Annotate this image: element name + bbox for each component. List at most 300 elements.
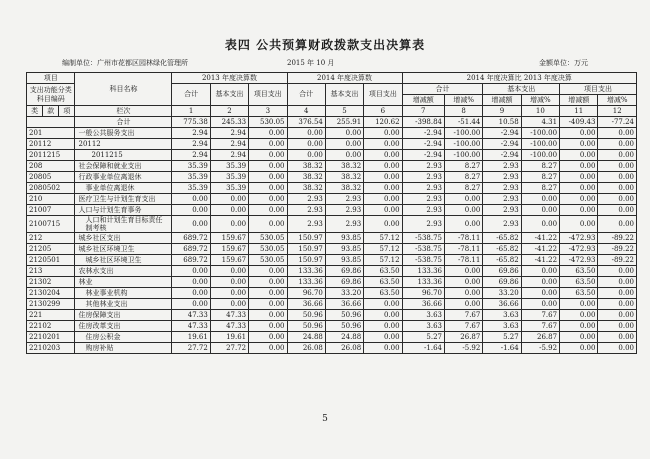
row-value: 2.93 xyxy=(483,194,521,205)
row-value: 0.00 xyxy=(598,205,637,216)
row-value: 0.00 xyxy=(364,161,402,172)
row-value: 2.93 xyxy=(402,161,444,172)
row-value: 8.27 xyxy=(444,161,482,172)
row-value: 0.00 xyxy=(210,216,248,233)
table-row xyxy=(27,255,637,266)
row-value: 0.00 xyxy=(287,139,325,150)
row-value: 120.62 xyxy=(364,117,402,128)
row-value: -5.92 xyxy=(444,343,482,354)
row-value: 2.93 xyxy=(325,205,363,216)
row-code: 20805 xyxy=(27,172,75,183)
row-value: 8.27 xyxy=(444,183,482,194)
row-value: 0.00 xyxy=(444,299,482,310)
row-value: 0.00 xyxy=(598,194,637,205)
row-value: 0.00 xyxy=(249,216,287,233)
row-value: 2.94 xyxy=(210,139,248,150)
row-name: 人口和计划生育目标责任制考核 xyxy=(75,216,172,233)
row-value: 57.12 xyxy=(364,233,402,244)
row-value: -472.93 xyxy=(560,244,598,255)
row-value: 2.94 xyxy=(172,139,210,150)
header-cmp-project: 项目支出 xyxy=(560,84,637,95)
row-value: 96.70 xyxy=(287,288,325,299)
header-inc-pct: 增减% xyxy=(444,95,482,106)
row-value: 0.00 xyxy=(560,216,598,233)
row-value: 0.00 xyxy=(249,183,287,194)
row-value: 0.00 xyxy=(444,266,482,277)
row-value: 0.00 xyxy=(172,288,210,299)
row-value: 0.00 xyxy=(172,299,210,310)
row-value: 96.70 xyxy=(402,288,444,299)
row-value: 0.00 xyxy=(598,172,637,183)
row-value: 0.00 xyxy=(210,266,248,277)
money-unit: 金额单位：万元 xyxy=(539,59,588,67)
row-value: 36.66 xyxy=(287,299,325,310)
row-value: 530.05 xyxy=(249,233,287,244)
row-value: -100.00 xyxy=(521,128,559,139)
row-value: 133.36 xyxy=(287,266,325,277)
row-value: 0.00 xyxy=(598,343,637,354)
row-value: 0.00 xyxy=(560,343,598,354)
row-value: 3.63 xyxy=(402,310,444,321)
row-value: 0.00 xyxy=(249,194,287,205)
row-value: 36.66 xyxy=(325,299,363,310)
table-row xyxy=(27,332,637,343)
table-row xyxy=(27,288,637,299)
row-value: 0.00 xyxy=(598,321,637,332)
row-value: 63.50 xyxy=(364,266,402,277)
compiling-unit: 编制单位：广州市花都区园林绿化管理所 xyxy=(62,59,188,67)
row-value: 38.32 xyxy=(287,183,325,194)
row-value: 0.00 xyxy=(560,332,598,343)
row-value: 133.36 xyxy=(402,277,444,288)
row-code: 2120501 xyxy=(27,255,75,266)
row-value: 2.93 xyxy=(483,183,521,194)
row-value: -51.44 xyxy=(444,117,482,128)
row-value: 530.05 xyxy=(249,117,287,128)
row-value: 63.50 xyxy=(364,288,402,299)
row-value: 57.12 xyxy=(364,255,402,266)
row-value: 69.86 xyxy=(325,277,363,288)
row-name: 城乡社区支出 xyxy=(75,233,172,244)
row-name: 城乡社区环境卫生 xyxy=(75,244,172,255)
row-code: 22102 xyxy=(27,321,75,332)
row-code: 2130204 xyxy=(27,288,75,299)
row-value: 2.94 xyxy=(172,150,210,161)
row-value: -65.82 xyxy=(483,255,521,266)
row-value: 2.93 xyxy=(483,172,521,183)
row-value: -65.82 xyxy=(483,233,521,244)
row-value: -2.94 xyxy=(483,150,521,161)
row-name: 住房保障支出 xyxy=(75,310,172,321)
row-value: 0.00 xyxy=(444,205,482,216)
table-row xyxy=(27,321,637,332)
header-cmp-total: 合计 xyxy=(402,84,483,95)
row-value: 8.27 xyxy=(521,172,559,183)
row-value: 0.00 xyxy=(364,332,402,343)
row-value: -472.93 xyxy=(560,233,598,244)
row-value: 47.33 xyxy=(172,310,210,321)
row-value: 530.05 xyxy=(249,255,287,266)
table-row xyxy=(27,205,637,216)
header-inc-amt: 增减额 xyxy=(560,95,598,106)
header-row-1 xyxy=(27,73,637,84)
table-title: 表四 公共预算财政拨款支出决算表 xyxy=(224,38,426,52)
row-value: 50.96 xyxy=(287,321,325,332)
row-value: 0.00 xyxy=(560,172,598,183)
row-value: 38.32 xyxy=(287,161,325,172)
report-date: 2015 年 10 月 xyxy=(287,59,335,67)
table-row xyxy=(27,194,637,205)
row-value: 7.67 xyxy=(444,321,482,332)
row-value: 50.96 xyxy=(287,310,325,321)
row-value: 2.93 xyxy=(483,216,521,233)
row-name: 2011215 xyxy=(75,150,172,161)
row-name: 住房改革支出 xyxy=(75,321,172,332)
page-number: 5 xyxy=(322,414,328,424)
row-value: 0.00 xyxy=(249,128,287,139)
row-value: -41.22 xyxy=(521,233,559,244)
row-value: 0.00 xyxy=(249,299,287,310)
row-value: 10.58 xyxy=(483,117,521,128)
row-value: 3.63 xyxy=(483,310,521,321)
row-value: 2.93 xyxy=(325,194,363,205)
row-value: 19.61 xyxy=(210,332,248,343)
row-name: 农林水支出 xyxy=(75,266,172,277)
row-value: 0.00 xyxy=(521,299,559,310)
table-row xyxy=(27,299,637,310)
row-value: 150.97 xyxy=(287,233,325,244)
row-value: 775.38 xyxy=(172,117,210,128)
row-value: 33.20 xyxy=(483,288,521,299)
row-code: 2080502 xyxy=(27,183,75,194)
header-func-code: 支出功能分类科目编码 xyxy=(27,84,75,106)
header-2013-project: 项目支出 xyxy=(249,84,287,106)
header-lei: 类 xyxy=(27,106,43,117)
header-2014-project: 项目支出 xyxy=(364,84,402,106)
table-row xyxy=(27,277,637,288)
row-code: 21205 xyxy=(27,244,75,255)
row-value: -89.22 xyxy=(598,255,637,266)
row-value: 0.00 xyxy=(287,128,325,139)
row-value: 93.85 xyxy=(325,255,363,266)
row-value: -1.64 xyxy=(402,343,444,354)
row-value: 0.00 xyxy=(598,299,637,310)
row-value: -100.00 xyxy=(521,139,559,150)
row-value: 0.00 xyxy=(172,205,210,216)
row-value: 0.00 xyxy=(364,321,402,332)
row-value: -78.11 xyxy=(444,233,482,244)
row-code: 212 xyxy=(27,233,75,244)
row-value: 0.00 xyxy=(598,216,637,233)
col-number: 3 xyxy=(249,106,287,117)
row-value: -398.84 xyxy=(402,117,444,128)
row-value: 5.27 xyxy=(402,332,444,343)
row-value: 133.36 xyxy=(402,266,444,277)
header-inc-pct: 增减% xyxy=(598,95,637,106)
col-number: 2 xyxy=(210,106,248,117)
row-value: 0.00 xyxy=(249,150,287,161)
col-number: 1 xyxy=(172,106,210,117)
row-value: 26.08 xyxy=(325,343,363,354)
row-value: 0.00 xyxy=(172,266,210,277)
row-value: -100.00 xyxy=(521,150,559,161)
row-value: 36.66 xyxy=(402,299,444,310)
row-value: -78.11 xyxy=(444,244,482,255)
header-2013-basic: 基本支出 xyxy=(210,84,248,106)
table-row xyxy=(27,117,637,128)
row-value: 0.00 xyxy=(598,310,637,321)
row-value: 47.33 xyxy=(210,321,248,332)
row-value: 2.93 xyxy=(287,194,325,205)
row-value: 69.86 xyxy=(483,277,521,288)
row-code: 2011215 xyxy=(27,150,75,161)
row-value: 0.00 xyxy=(560,310,598,321)
col-number: 12 xyxy=(598,106,637,117)
col-number: 6 xyxy=(364,106,402,117)
header-cmp-basic: 基本支出 xyxy=(483,84,560,95)
row-value: 0.00 xyxy=(249,288,287,299)
row-value: 0.00 xyxy=(325,128,363,139)
row-value: 0.00 xyxy=(249,172,287,183)
table-row xyxy=(27,244,637,255)
row-value: 0.00 xyxy=(364,310,402,321)
row-value: 0.00 xyxy=(325,150,363,161)
row-value: 0.00 xyxy=(560,183,598,194)
header-2013-total: 合计 xyxy=(172,84,210,106)
row-value: 50.96 xyxy=(325,321,363,332)
row-value: -41.22 xyxy=(521,244,559,255)
header-inc-pct: 增减% xyxy=(521,95,559,106)
col-number: 7 xyxy=(402,106,444,117)
row-value: 0.00 xyxy=(364,150,402,161)
row-value: -1.64 xyxy=(483,343,521,354)
row-value: 0.00 xyxy=(521,266,559,277)
row-value: 0.00 xyxy=(444,194,482,205)
row-name: 合计 xyxy=(75,117,172,128)
table-row xyxy=(27,183,637,194)
row-value: -2.94 xyxy=(483,128,521,139)
row-value: 0.00 xyxy=(560,194,598,205)
col-number: 4 xyxy=(287,106,325,117)
row-value: 2.94 xyxy=(210,150,248,161)
row-value: 0.00 xyxy=(364,172,402,183)
row-value: -100.00 xyxy=(444,150,482,161)
row-value: 0.00 xyxy=(598,128,637,139)
row-value: 2.93 xyxy=(402,172,444,183)
row-value: 69.86 xyxy=(483,266,521,277)
row-value: 35.39 xyxy=(172,183,210,194)
row-value: -89.22 xyxy=(598,233,637,244)
row-name: 林业事业机构 xyxy=(75,288,172,299)
row-value: 0.00 xyxy=(444,277,482,288)
col-number: 5 xyxy=(325,106,363,117)
row-code: 2130299 xyxy=(27,299,75,310)
row-value: 3.63 xyxy=(402,321,444,332)
row-value: 26.87 xyxy=(521,332,559,343)
row-value: 0.00 xyxy=(444,288,482,299)
row-value: 0.00 xyxy=(444,216,482,233)
row-value: 5.27 xyxy=(483,332,521,343)
row-code: 2210201 xyxy=(27,332,75,343)
row-value: 255.91 xyxy=(325,117,363,128)
row-value: 63.50 xyxy=(364,277,402,288)
row-code: 208 xyxy=(27,161,75,172)
header-subject-name: 科目名称 xyxy=(75,73,172,106)
row-code: 20112 xyxy=(27,139,75,150)
row-value: 0.00 xyxy=(210,277,248,288)
row-value: 0.00 xyxy=(210,299,248,310)
row-value: 159.67 xyxy=(210,233,248,244)
row-code xyxy=(27,117,75,128)
table-row xyxy=(27,310,637,321)
row-value: 26.08 xyxy=(287,343,325,354)
header-inc-amt: 增减额 xyxy=(483,95,521,106)
row-code: 201 xyxy=(27,128,75,139)
row-value: 0.00 xyxy=(172,194,210,205)
row-value: -100.00 xyxy=(444,128,482,139)
table-row xyxy=(27,233,637,244)
row-value: 35.39 xyxy=(210,183,248,194)
row-value: 0.00 xyxy=(249,321,287,332)
row-value: 0.00 xyxy=(249,310,287,321)
row-value: 27.72 xyxy=(172,343,210,354)
row-value: 2.93 xyxy=(287,205,325,216)
row-value: 7.67 xyxy=(521,321,559,332)
row-value: 0.00 xyxy=(249,277,287,288)
row-value: 47.33 xyxy=(172,321,210,332)
row-code: 21007 xyxy=(27,205,75,216)
row-value: 159.67 xyxy=(210,255,248,266)
row-code: 21302 xyxy=(27,277,75,288)
row-name: 住房公积金 xyxy=(75,332,172,343)
row-value: 50.96 xyxy=(325,310,363,321)
row-value: 38.32 xyxy=(325,161,363,172)
row-value: 0.00 xyxy=(598,150,637,161)
row-value: 0.00 xyxy=(172,216,210,233)
row-value: 0.00 xyxy=(560,299,598,310)
row-value: 0.00 xyxy=(249,139,287,150)
header-2014-basic: 基本支出 xyxy=(325,84,363,106)
row-value: 0.00 xyxy=(560,161,598,172)
row-value: 0.00 xyxy=(598,277,637,288)
row-value: -100.00 xyxy=(444,139,482,150)
row-value: 93.85 xyxy=(325,233,363,244)
row-value: 0.00 xyxy=(364,194,402,205)
header-xiang: 项 xyxy=(59,106,75,117)
row-value: -65.82 xyxy=(483,244,521,255)
row-value: 38.32 xyxy=(287,172,325,183)
row-value: -5.92 xyxy=(521,343,559,354)
row-value: 0.00 xyxy=(364,343,402,354)
row-name: 其他林业支出 xyxy=(75,299,172,310)
table-row xyxy=(27,343,637,354)
row-value: 47.33 xyxy=(210,310,248,321)
row-value: 2.93 xyxy=(402,216,444,233)
row-value: 35.39 xyxy=(210,161,248,172)
row-value: 0.00 xyxy=(560,150,598,161)
row-name: 城乡社区环境卫生 xyxy=(75,255,172,266)
row-value: 2.93 xyxy=(402,205,444,216)
row-name: 社会保障和就业支出 xyxy=(75,161,172,172)
row-value: -409.43 xyxy=(560,117,598,128)
header-compare: 2014 年度决算比 2013 年度决算 xyxy=(402,73,636,84)
row-code: 2210203 xyxy=(27,343,75,354)
row-value: 0.00 xyxy=(249,343,287,354)
row-value: 0.00 xyxy=(560,205,598,216)
col-number: 9 xyxy=(483,106,521,117)
row-name: 人口与计划生育事务 xyxy=(75,205,172,216)
row-value: 0.00 xyxy=(364,299,402,310)
row-value: 245.33 xyxy=(210,117,248,128)
header-inc-amt: 增减额 xyxy=(402,95,444,106)
row-value: 57.12 xyxy=(364,244,402,255)
row-value: -538.75 xyxy=(402,244,444,255)
row-value: 0.00 xyxy=(560,139,598,150)
row-value: 689.72 xyxy=(172,233,210,244)
row-value: 2.93 xyxy=(287,216,325,233)
row-value: 0.00 xyxy=(598,266,637,277)
row-name: 购房补贴 xyxy=(75,343,172,354)
row-value: 0.00 xyxy=(364,216,402,233)
col-number: 8 xyxy=(444,106,482,117)
row-value: 0.00 xyxy=(249,266,287,277)
col-number: 10 xyxy=(521,106,559,117)
row-value: 530.05 xyxy=(249,244,287,255)
header-kuan: 款 xyxy=(43,106,59,117)
row-name: 林业 xyxy=(75,277,172,288)
table-row xyxy=(27,216,637,233)
header-2014: 2014 年度决算数 xyxy=(287,73,402,84)
row-value: -89.22 xyxy=(598,244,637,255)
row-value: 0.00 xyxy=(364,139,402,150)
row-value: -472.93 xyxy=(560,255,598,266)
row-value: 0.00 xyxy=(521,194,559,205)
row-name: 20112 xyxy=(75,139,172,150)
row-value: 24.88 xyxy=(287,332,325,343)
row-value: -41.22 xyxy=(521,255,559,266)
row-value: 150.97 xyxy=(287,244,325,255)
row-name: 行政事业单位离退休 xyxy=(75,172,172,183)
row-value: 0.00 xyxy=(521,277,559,288)
table-row xyxy=(27,139,637,150)
row-value: 0.00 xyxy=(598,139,637,150)
header-lanci: 栏次 xyxy=(75,106,172,117)
row-code: 210 xyxy=(27,194,75,205)
row-value: 7.67 xyxy=(444,310,482,321)
row-value: 27.72 xyxy=(210,343,248,354)
row-code: 213 xyxy=(27,266,75,277)
row-value: 0.00 xyxy=(364,183,402,194)
row-value: 69.86 xyxy=(325,266,363,277)
row-value: 0.00 xyxy=(210,288,248,299)
row-value: 35.39 xyxy=(172,161,210,172)
row-value: 7.67 xyxy=(521,310,559,321)
row-value: 8.27 xyxy=(521,183,559,194)
col-number: 11 xyxy=(560,106,598,117)
row-value: -78.11 xyxy=(444,255,482,266)
row-value: 0.00 xyxy=(364,205,402,216)
row-value: 63.50 xyxy=(560,288,598,299)
row-value: -2.94 xyxy=(402,128,444,139)
header-2013: 2013 年度决算数 xyxy=(172,73,287,84)
row-value: 2.93 xyxy=(483,205,521,216)
row-value: 93.85 xyxy=(325,244,363,255)
row-code: 221 xyxy=(27,310,75,321)
row-value: 8.27 xyxy=(521,161,559,172)
row-name: 医疗卫生与计划生育支出 xyxy=(75,194,172,205)
row-value: 38.32 xyxy=(325,183,363,194)
row-value: 0.00 xyxy=(598,288,637,299)
